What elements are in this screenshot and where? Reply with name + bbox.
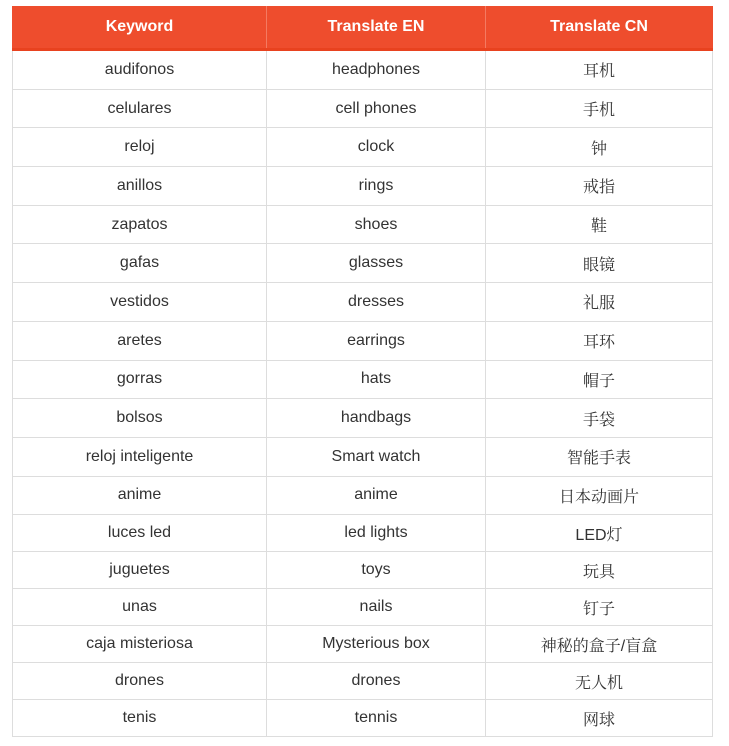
cell-translate-cn: 智能手表 (486, 437, 713, 476)
cell-translate-cn: 戒指 (486, 167, 713, 206)
cell-translate-en: tennis (267, 700, 486, 737)
cell-translate-en: glasses (267, 244, 486, 283)
cell-translate-cn: 礼服 (486, 283, 713, 322)
cell-translate-cn: 帽子 (486, 360, 713, 399)
cell-translate-cn: 眼镜 (486, 244, 713, 283)
cell-translate-en: led lights (267, 515, 486, 552)
cell-translate-en: headphones (267, 50, 486, 90)
header-translate-cn: Translate CN (486, 6, 713, 50)
cell-keyword: celulares (13, 89, 267, 128)
cell-keyword: tenis (13, 700, 267, 737)
cell-translate-en: handbags (267, 399, 486, 438)
cell-translate-cn: 钉子 (486, 589, 713, 626)
table-row (13, 663, 713, 700)
cell-keyword: reloj inteligente (13, 437, 267, 476)
cell-translate-cn: LED灯 (486, 515, 713, 552)
cell-keyword: reloj (13, 128, 267, 167)
table-row (13, 552, 713, 589)
cell-translate-en: Smart watch (267, 437, 486, 476)
cell-keyword: aretes (13, 321, 267, 360)
table-row (13, 321, 713, 360)
cell-translate-en: clock (267, 128, 486, 167)
cell-keyword: anillos (13, 167, 267, 206)
keyword-translation-table (12, 6, 713, 737)
cell-keyword: bolsos (13, 399, 267, 438)
cell-translate-en: toys (267, 552, 486, 589)
cell-translate-en: nails (267, 589, 486, 626)
table-row (13, 515, 713, 552)
cell-translate-en: Mysterious box (267, 626, 486, 663)
table-row (13, 626, 713, 663)
cell-keyword: vestidos (13, 283, 267, 322)
table-row (13, 50, 713, 90)
header-translate-en: Translate EN (267, 6, 486, 50)
table-row (13, 128, 713, 167)
table-row (13, 476, 713, 515)
table-row (13, 89, 713, 128)
cell-translate-cn: 无人机 (486, 663, 713, 700)
table-row (13, 589, 713, 626)
cell-translate-en: shoes (267, 205, 486, 244)
table-row (13, 244, 713, 283)
table-row (13, 437, 713, 476)
cell-translate-en: hats (267, 360, 486, 399)
cell-keyword: juguetes (13, 552, 267, 589)
cell-translate-cn: 耳环 (486, 321, 713, 360)
cell-translate-cn: 神秘的盒子/盲盒 (486, 626, 713, 663)
table-row (13, 700, 713, 737)
table-body (13, 50, 713, 737)
cell-translate-cn: 玩具 (486, 552, 713, 589)
header-keyword: Keyword (13, 6, 267, 50)
cell-keyword: drones (13, 663, 267, 700)
cell-translate-en: rings (267, 167, 486, 206)
cell-translate-en: dresses (267, 283, 486, 322)
cell-keyword: zapatos (13, 205, 267, 244)
table-row (13, 360, 713, 399)
cell-translate-cn: 网球 (486, 700, 713, 737)
cell-translate-cn: 日本动画片 (486, 476, 713, 515)
cell-translate-en: drones (267, 663, 486, 700)
cell-translate-en: cell phones (267, 89, 486, 128)
table-row (13, 205, 713, 244)
cell-keyword: audifonos (13, 50, 267, 90)
cell-translate-cn: 手袋 (486, 399, 713, 438)
cell-translate-en: earrings (267, 321, 486, 360)
table-header-row (13, 6, 713, 50)
table-header (13, 6, 713, 50)
keyword-translation-table-wrapper (12, 6, 712, 737)
cell-translate-cn: 手机 (486, 89, 713, 128)
cell-keyword: gafas (13, 244, 267, 283)
cell-keyword: unas (13, 589, 267, 626)
table-row (13, 283, 713, 322)
cell-translate-cn: 耳机 (486, 50, 713, 90)
cell-translate-cn: 鞋 (486, 205, 713, 244)
cell-keyword: luces led (13, 515, 267, 552)
cell-keyword: gorras (13, 360, 267, 399)
table-row (13, 399, 713, 438)
cell-keyword: caja misteriosa (13, 626, 267, 663)
cell-translate-cn: 钟 (486, 128, 713, 167)
cell-keyword: anime (13, 476, 267, 515)
table-row (13, 167, 713, 206)
cell-translate-en: anime (267, 476, 486, 515)
